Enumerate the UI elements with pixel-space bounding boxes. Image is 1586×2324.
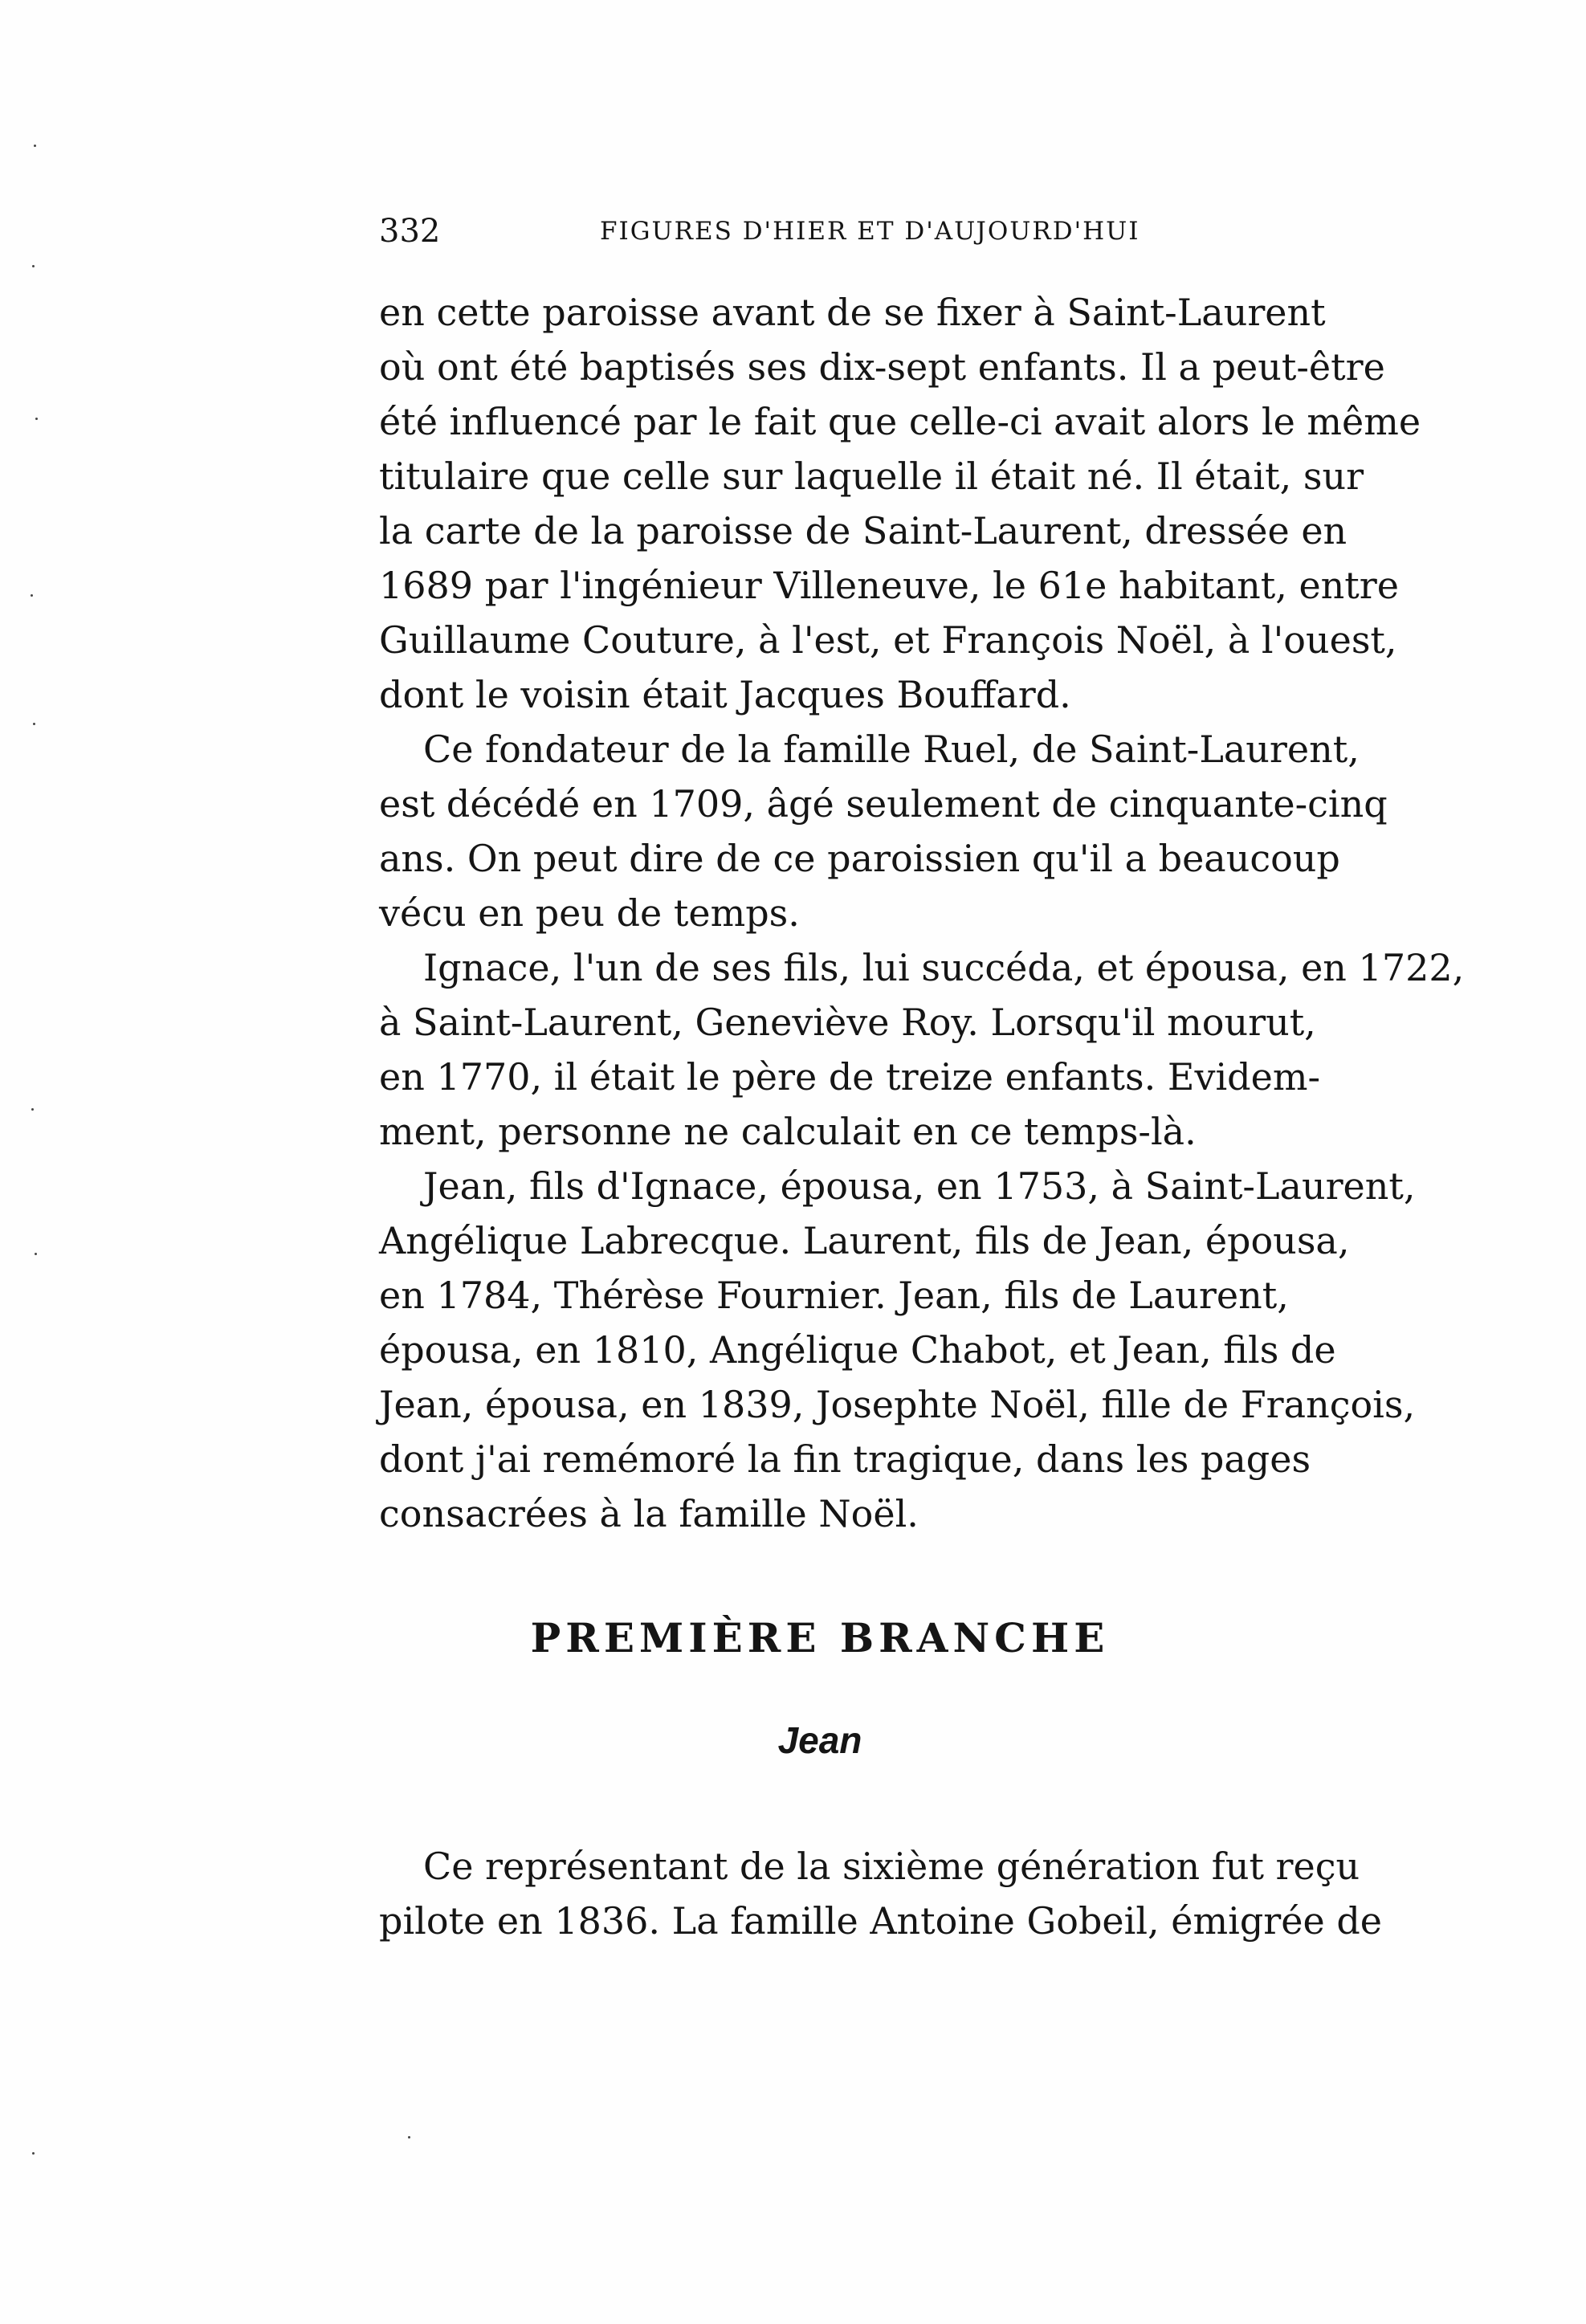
final-paragraph: [379, 1839, 1383, 1948]
scan-speck: [35, 418, 38, 420]
text-line: en 1770, il était le père de treize enfants. Evidem-: [379, 1055, 1320, 1099]
running-title: FIGURES D'HIER ET D'AUJOURD'HUI: [600, 217, 1140, 246]
paragraph: [379, 285, 1421, 722]
page-header: [379, 207, 1261, 255]
text-line: Jean, épousa, en 1839, Josephte Noël, fille de François,: [379, 1383, 1416, 1426]
text-line: où ont été baptisés ses dix-sept enfants. Il a peut-être: [379, 345, 1385, 389]
text-line: Ce fondateur de la famille Ruel, de Saint-Laurent,: [423, 728, 1360, 771]
scan-speck: [31, 1108, 34, 1111]
text-line: la carte de la paroisse de Saint-Laurent, dressée en: [379, 509, 1347, 552]
text-line: Angélique Labrecque. Laurent, fils de Jean, épousa,: [379, 1219, 1350, 1262]
text-line: ans. On peut dire de ce paroissien qu'il a beaucoup: [379, 837, 1340, 880]
text-line: en 1784, Thérèse Fournier. Jean, fils de Laurent,: [379, 1274, 1289, 1317]
paragraph: [379, 1839, 1383, 1948]
text-line: est décédé en 1709, âgé seulement de cinquante-cinq: [379, 782, 1388, 826]
text-line: consacrées à la famille Noël.: [379, 1492, 919, 1535]
scan-speck: [408, 2136, 410, 2138]
text-line: Ignace, l'un de ses fils, lui succéda, et épousa, en 1722,: [423, 946, 1465, 989]
text-line: en cette paroisse avant de se fixer à Saint-Laurent: [379, 291, 1326, 334]
scan-speck: [34, 145, 36, 147]
scan-speck: [35, 1253, 37, 1255]
text-line: à Saint-Laurent, Geneviève Roy. Lorsqu'il mourut,: [379, 1001, 1316, 1044]
text-line: Jean, fils d'Ignace, épousa, en 1753, à Saint-Laurent,: [423, 1164, 1416, 1208]
text-line: ment, personne ne calculait en ce temps-là.: [379, 1110, 1197, 1153]
text-line: 1689 par l'ingénieur Villeneuve, le 61e habitant, entre: [379, 564, 1399, 607]
scan-speck: [32, 2152, 35, 2155]
body-text: [379, 285, 1465, 1541]
text-line: vécu en peu de temps.: [379, 891, 800, 935]
text-line: dont j'ai remémoré la fin tragique, dans les pages: [379, 1437, 1311, 1481]
subheading: Jean: [777, 1719, 862, 1761]
page-number: 332: [379, 213, 441, 250]
text-line: pilote en 1836. La famille Antoine Gobeil, émigrée de: [379, 1899, 1383, 1943]
text-line: épousa, en 1810, Angélique Chabot, et Jean, fils de: [379, 1328, 1336, 1372]
section-heading: PREMIÈRE BRANCHE: [530, 1614, 1110, 1661]
text-line: été influencé par le fait que celle-ci avait alors le même: [379, 400, 1421, 443]
paragraph: [379, 940, 1465, 1159]
paragraph: [379, 1159, 1416, 1541]
scan-speck: [33, 723, 35, 725]
text-line: Guillaume Couture, à l'est, et François Noël, à l'ouest,: [379, 618, 1397, 662]
paragraph: [379, 722, 1388, 940]
scan-speck: [32, 265, 35, 267]
text-line: dont le voisin était Jacques Bouffard.: [379, 673, 1071, 716]
scan-speck: [31, 594, 33, 597]
text-line: titulaire que celle sur laquelle il était né. Il était, sur: [379, 455, 1364, 498]
text-line: Ce représentant de la sixième génération fut reçu: [423, 1845, 1360, 1888]
